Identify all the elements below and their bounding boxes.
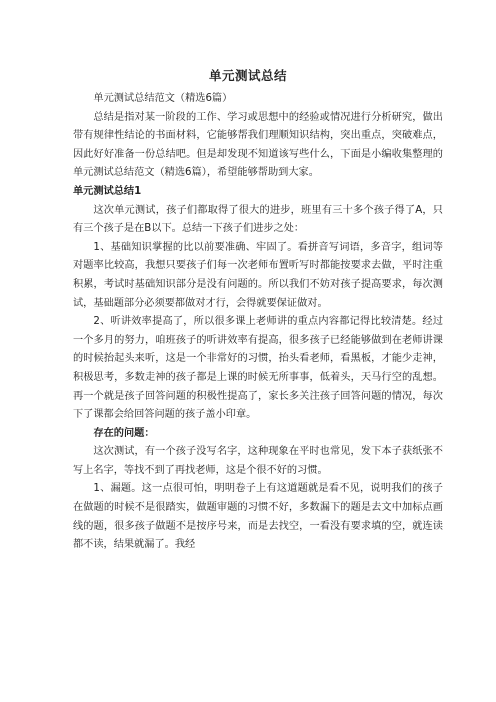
doc-paragraph: 1、漏题。这一点很可怕，明明卷子上有这道题就是看不见，说明我们的孩子在做题的时候不是很踏实，做题审题的习惯不好，多数漏下的题是去文中加标点画线的题，很多孩子做题不是按序号来，而是去找空，一看没有要求填的空，就连读都不读，结果就漏了。我经 [73, 483, 443, 551]
doc-paragraph: 这次单元测试，孩子们都取得了很大的进步，班里有三十多个孩子得了A，只有三个孩子是在B以下。总结一下孩子们进步之处： [73, 204, 443, 235]
section-heading: 存在的问题： [93, 427, 155, 439]
doc-paragraph: 1、基础知识掌握的比以前要准确、牢固了。看拼音写词语，多音字，组词等对题率比较高，我想只要孩子们每一次老师布置听写时都能按要求去做，平时注重积累，考试时基础知识部分是没有问题的。所以我们不妨对孩子提高要求，每次测试，基础题部分必须要都做对才行，会得就要保证做对。 [73, 241, 443, 309]
doc-paragraph: 单元测试总结范文（精选6篇） [93, 93, 233, 104]
doc-paragraph: 总结是指对某一阶段的工作、学习或思想中的经验或情况进行分析研究，做出带有规律性结论的书面材料，它能够帮我们理顺知识结构，突出重点，突破难点，因此好好准备一份总结吧。但是却发现不知道该写些什么，下面是小编收集整理的单元测试总结范文（精选6篇），希望能够帮助到大家。 [73, 111, 443, 179]
doc-paragraph: 2、听讲效率提高了，所以很多课上老师讲的重点内容都记得比较清楚。经过一个多月的努力，咱班孩子的听讲效率有提高，很多孩子已经能够做到在老师讲课的时候抬起头来听，这是一个非常好的习惯，抬头看老师，看黑板，才能少走神，积极思考，多数走神的孩子都是上课的时候无所事事，低着头，天马行空的乱想。再一个就是孩子回答问题的积极性提高了，家长多关注孩子回答问题的情况，每次下了课都会给回答问题的孩子盖小印章。 [73, 316, 443, 421]
document-title: 单元测试总结 [208, 68, 287, 83]
doc-paragraph: 这次测试，有一个孩子没写名字，这种现象在平时也常见，发下本子获纸张不写上名字，等找不到了再找老师，这是个很不好的习惯。 [73, 446, 443, 476]
document-body [73, 90, 443, 555]
section-heading: 单元测试总结1 [73, 185, 142, 197]
